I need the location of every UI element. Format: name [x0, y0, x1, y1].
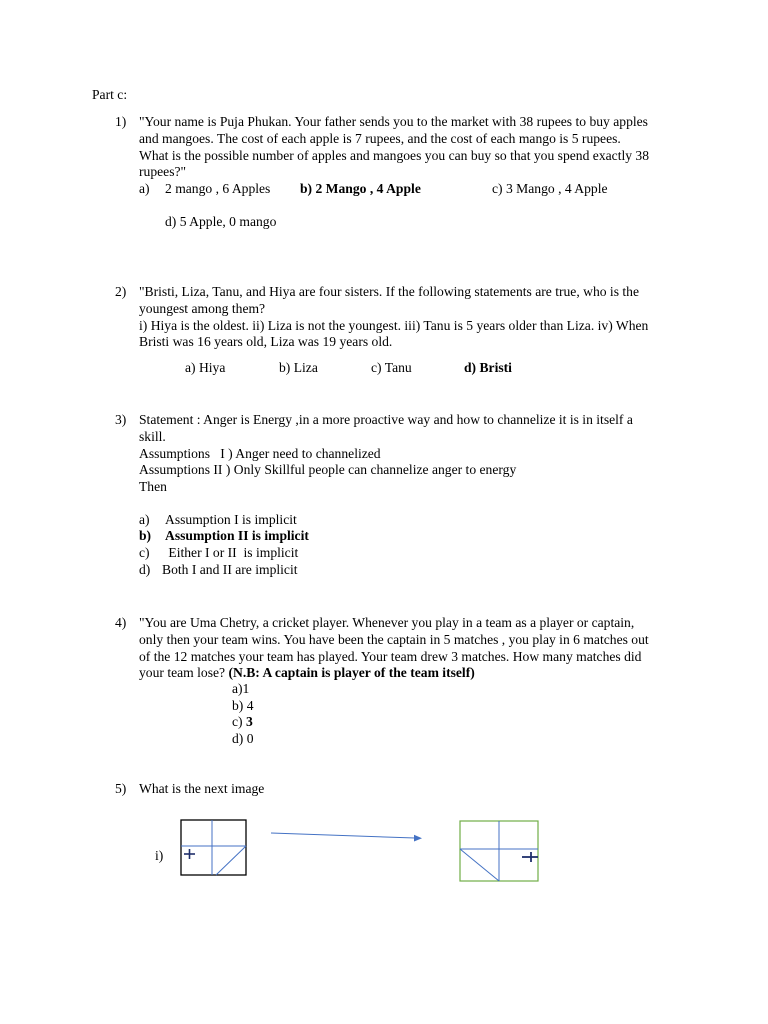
question-number: 4) — [115, 615, 127, 630]
option-c-correct: c) 3 — [232, 714, 253, 729]
option-b: b) Liza — [279, 360, 318, 375]
part-heading: Part c: — [92, 87, 128, 102]
option-a: a)1 — [232, 681, 250, 696]
question-text: What is the next image — [139, 781, 265, 796]
figure-answer-image — [459, 820, 540, 883]
question-text: "Your name is Puja Phukan. Your father sends you to the market with 38 rupees to buy apples and mangoes. The cost of each apple is 7 rupees, and the cost of each mango is 5 rupees. What is the possible number of apples and mangoes you can buy so that you spend exactly 38 rupees?" — [139, 114, 650, 180]
option-b: b) 4 — [232, 698, 254, 713]
question-number: 3) — [115, 412, 127, 427]
question-number: 1) — [115, 114, 127, 129]
arrow-icon — [270, 830, 424, 844]
question-number: 5) — [115, 781, 127, 796]
note-bold: (N.B: A captain is player of the team itself) — [228, 665, 475, 681]
figure-source-image — [180, 819, 248, 877]
question-text: "Bristi, Liza, Tanu, and Hiya are four sisters. If the following statements are true, who is the youngest among them? i) Hiya is the oldest. ii) Liza is not the youngest. iii) Tanu is 5 years older than Liza. iv) When Bristi was 16 years old, Liza was 19 years old. — [139, 284, 649, 350]
option-c: c) Tanu — [371, 360, 412, 375]
option-b-correct: b) 2 Mango , 4 Apple — [300, 181, 421, 196]
question-number: 2) — [115, 284, 127, 299]
option-c: c) Either I or II is implicit — [139, 545, 299, 560]
option-b-correct: b) Assumption II is implicit — [139, 528, 309, 543]
figure-label: i) — [155, 848, 164, 863]
option-a: a) Assumption I is implicit — [139, 512, 297, 527]
option-d: d) 0 — [232, 731, 254, 746]
option-d-correct: d) Bristi — [464, 360, 512, 375]
option-c: c) 3 Mango , 4 Apple — [492, 181, 608, 196]
question-text: "You are Uma Chetry, a cricket player. Whenever you play in a team as a player or captain, only then your team wins. You have been the captain in 5 matches , you play in 6 matches out of the 12 matches your team has played. Your team drew 3 matches. How many matches did your team lose? (N.B: A captain is player of the team itself) — [139, 615, 649, 681]
option-a: a) 2 mango , 6 Apples — [139, 181, 271, 196]
option-d: d) 5 Apple, 0 mango — [165, 214, 277, 229]
option-a: a) Hiya — [185, 360, 226, 375]
question-text: Statement : Anger is Energy ,in a more proactive way and how to channelize it is in itself a skill. Assumptions I ) Anger need to channelized Assumptions II ) Only Skillful people can channelize anger to energy Then — [139, 412, 633, 495]
option-d: d) Both I and II are implicit — [139, 562, 298, 577]
